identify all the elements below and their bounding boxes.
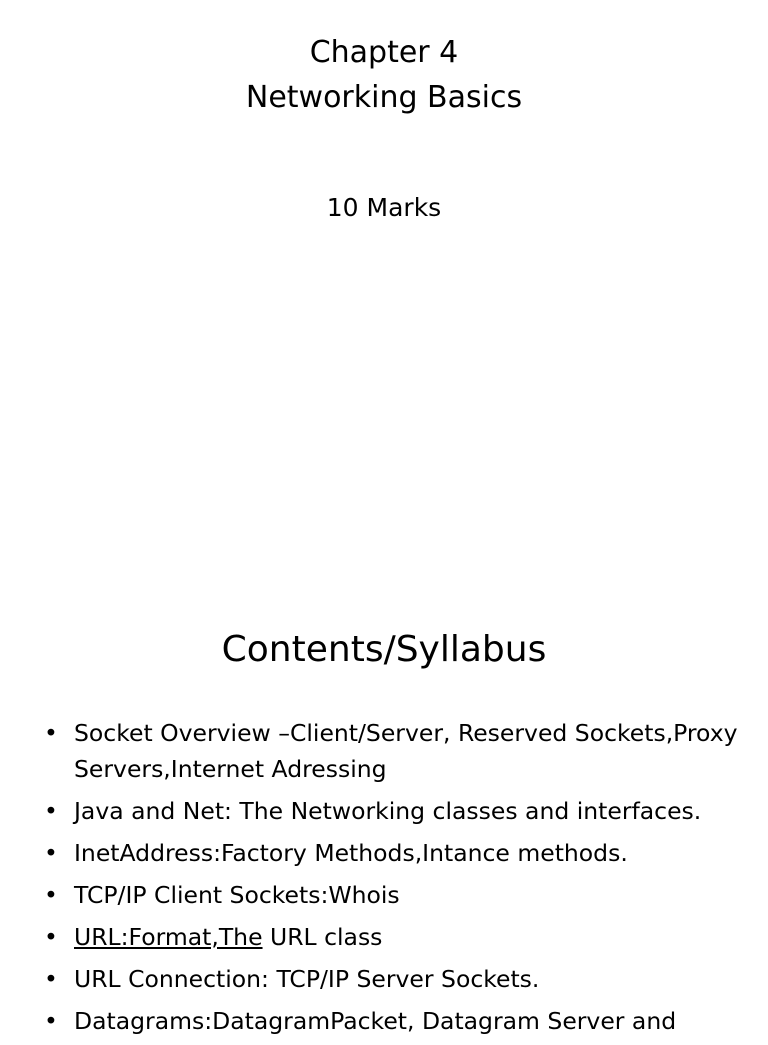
list-item-text: Datagrams:DatagramPacket, Datagram Server and bbox=[74, 1007, 677, 1035]
list-item bbox=[0, 715, 768, 787]
chapter-name: Networking Basics bbox=[245, 80, 523, 115]
contents-heading: Contents/Syllabus bbox=[221, 629, 547, 670]
url-format-link[interactable]: URL:Format,The bbox=[74, 923, 263, 951]
bullet-icon: • bbox=[44, 839, 58, 867]
bullet-icon: • bbox=[44, 797, 58, 825]
bullet-icon: • bbox=[44, 923, 58, 951]
list-item bbox=[0, 835, 768, 871]
list-item-text: URL Connection: TCP/IP Server Sockets. bbox=[74, 965, 540, 993]
list-item bbox=[0, 961, 768, 997]
bullet-icon: • bbox=[44, 1007, 58, 1035]
bullet-icon: • bbox=[44, 719, 58, 747]
slide-title bbox=[0, 30, 768, 120]
list-item bbox=[0, 877, 768, 913]
syllabus-list bbox=[0, 715, 768, 1045]
list-item-text: Java and Net: The Networking classes and interfaces. bbox=[74, 797, 702, 825]
bullet-icon: • bbox=[44, 881, 58, 909]
list-item-text: InetAddress:Factory Methods,Intance methods. bbox=[74, 839, 628, 867]
list-item bbox=[0, 793, 768, 829]
list-item bbox=[0, 1003, 768, 1039]
list-item bbox=[0, 919, 768, 955]
marks-label: 10 Marks bbox=[326, 193, 442, 222]
list-item-text: TCP/IP Client Sockets:Whois bbox=[74, 881, 400, 909]
chapter-number: Chapter 4 bbox=[309, 35, 459, 70]
list-item-text: URL class bbox=[262, 923, 383, 951]
bullet-icon: • bbox=[44, 965, 58, 993]
list-item-text: Socket Overview –Client/Server, Reserved Sockets,Proxy Servers,Internet Adressing bbox=[74, 719, 738, 783]
